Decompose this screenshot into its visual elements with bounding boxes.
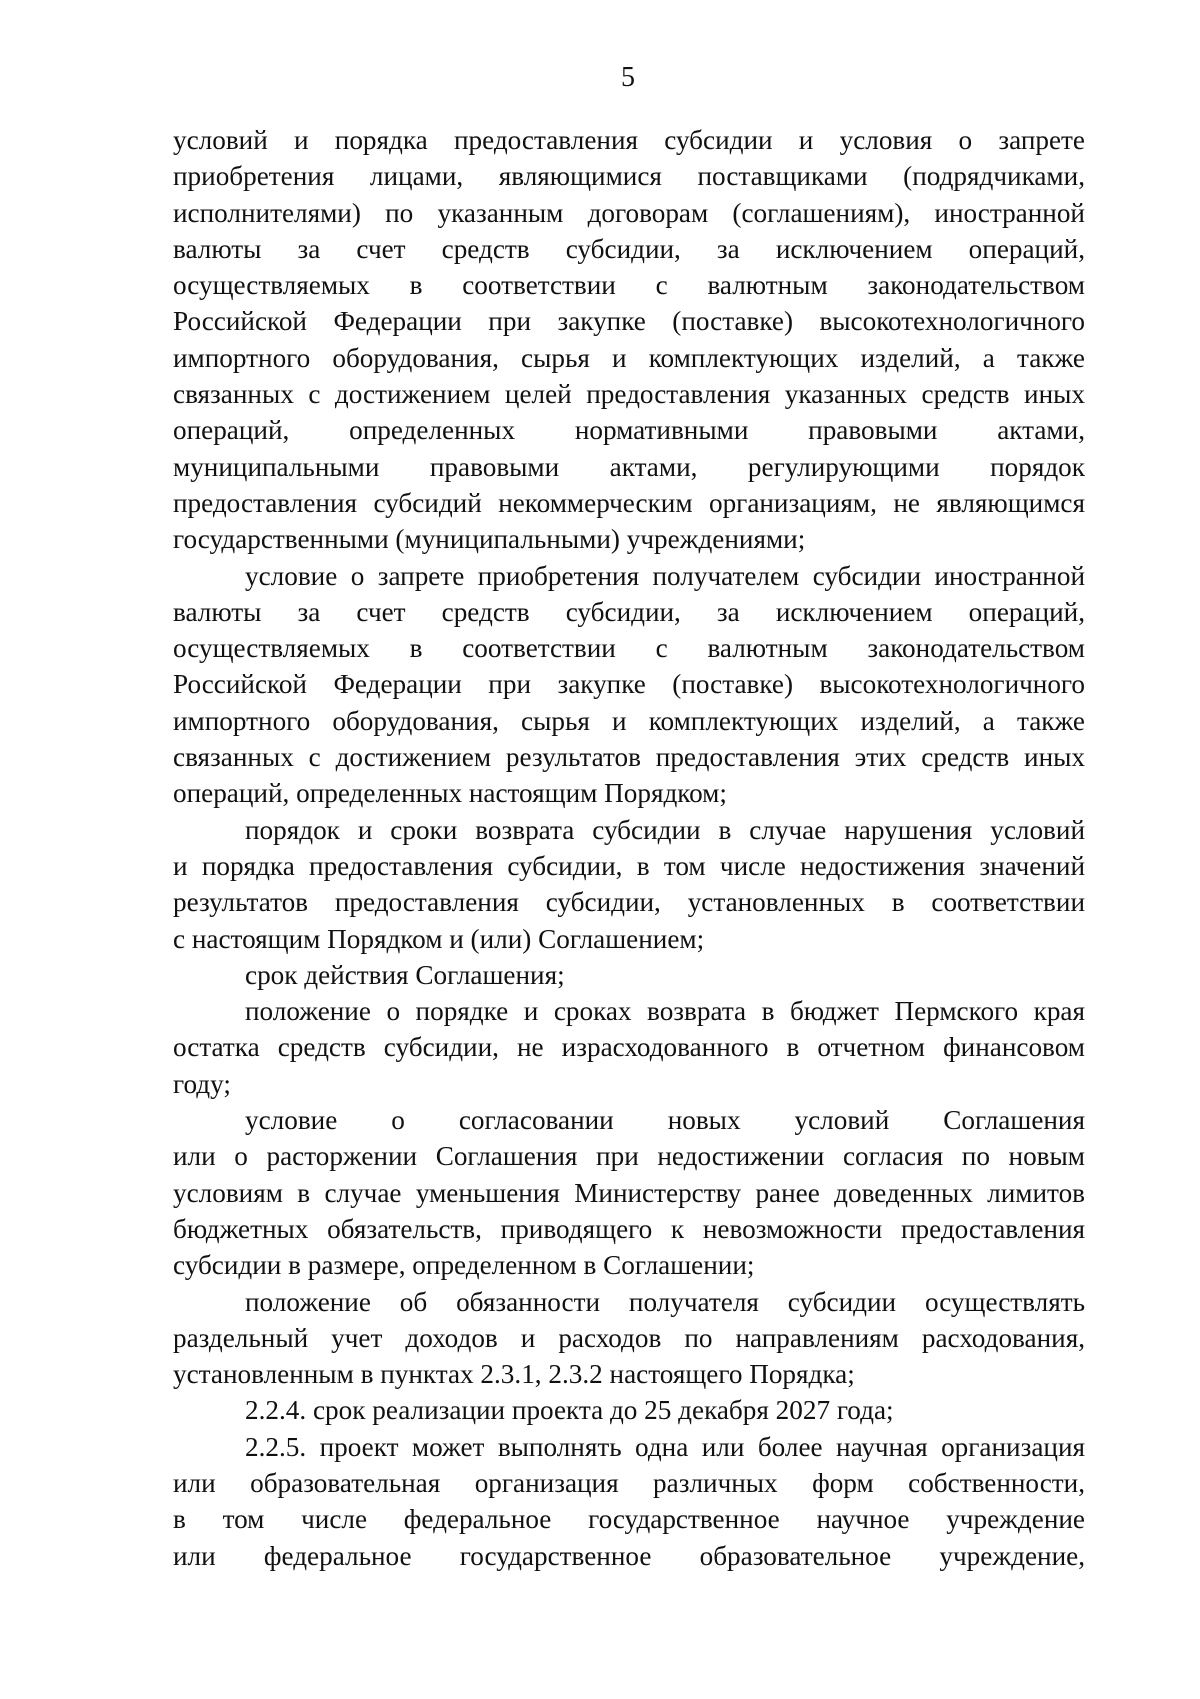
text-line: операций, определенных настоящим Порядком;	[173, 778, 727, 809]
page-number: 5	[621, 62, 635, 93]
paragraph	[173, 1429, 1085, 1574]
text-line: или федеральное государственное образовательное учреждение,	[173, 1540, 1085, 1571]
text-line: условиям в случае уменьшения Министерству ранее доведенных лимитов	[173, 1177, 1085, 1208]
text-line: 2.2.5. проект может выполнять одна или более научная организация	[245, 1431, 1085, 1462]
paragraph	[173, 1284, 1085, 1393]
text-line: установленным в пунктах 2.3.1, 2.3.2 настоящего Порядка;	[173, 1359, 855, 1390]
text-line: операций, определенных нормативными правовыми актами,	[173, 415, 1085, 446]
text-line: положение об обязанности получателя субсидии осуществлять	[245, 1286, 1085, 1317]
text-line: результатов предоставления субсидии, установленных в соответствии	[173, 887, 1085, 918]
text-line: осуществляемых в соответствии с валютным законодательством	[173, 633, 1085, 664]
text-line: 2.2.4. срок реализации проекта до 25 декабря 2027 года;	[245, 1395, 894, 1426]
text-line: исполнителями) по указанным договорам (соглашениям), иностранной	[173, 197, 1085, 228]
text-line: связанных с достижением результатов предоставления этих средств иных	[173, 742, 1085, 773]
paragraph	[173, 558, 1085, 812]
text-line: остатка средств субсидии, не израсходованного в отчетном финансовом	[173, 1032, 1085, 1063]
paragraph	[173, 812, 1085, 957]
text-line: валюты за счет средств субсидии, за исключением операций,	[173, 596, 1085, 627]
document-body	[173, 122, 1085, 1574]
text-line: валюты за счет средств субсидии, за исключением операций,	[173, 233, 1085, 264]
text-line: приобретения лицами, являющимися поставщиками (подрядчиками,	[173, 161, 1085, 192]
text-line: Российской Федерации при закупке (поставке) высокотехнологичного	[173, 669, 1085, 700]
text-line: условий и порядка предоставления субсидии и условия о запрете	[173, 125, 1085, 155]
text-line: импортного оборудования, сырья и комплектующих изделий, а также	[173, 705, 1085, 736]
text-line: Российской Федерации при закупке (поставке) высокотехнологичного	[173, 306, 1085, 337]
text-line: положение о порядке и сроках возврата в бюджет Пермского края	[245, 996, 1085, 1027]
text-line: условие о запрете приобретения получателем субсидии иностранной	[245, 560, 1085, 591]
text-line: предоставления субсидий некоммерческим организациям, не являющимся	[173, 487, 1085, 518]
text-line: государственными (муниципальными) учреждениями;	[173, 524, 806, 555]
paragraph	[173, 1392, 1085, 1428]
text-line: срок действия Соглашения;	[245, 959, 565, 990]
text-line: бюджетных обязательств, приводящего к невозможности предоставления	[173, 1213, 1085, 1244]
text-line: или о расторжении Соглашения при недостижении согласия по новым	[173, 1141, 1085, 1172]
text-line: условие о согласовании новых условий Соглашения	[245, 1105, 1085, 1136]
paragraph	[173, 993, 1085, 1102]
text-line: осуществляемых в соответствии с валютным законодательством	[173, 270, 1085, 301]
text-line: или образовательная организация различных форм собственности,	[173, 1467, 1085, 1498]
text-line: связанных с достижением целей предоставления указанных средств иных	[173, 379, 1085, 410]
paragraph	[173, 1102, 1085, 1283]
paragraph	[173, 122, 1085, 558]
text-line: импортного оборудования, сырья и комплектующих изделий, а также	[173, 342, 1085, 373]
text-line: субсидии в размере, определенном в Соглашении;	[173, 1250, 755, 1281]
text-line: в том числе федеральное государственное научное учреждение	[173, 1504, 1085, 1535]
text-line: году;	[173, 1068, 231, 1099]
text-line: порядок и сроки возврата субсидии в случае нарушения условий	[245, 814, 1085, 845]
text-line: муниципальными правовыми актами, регулирующими порядок	[173, 451, 1085, 482]
text-line: и порядка предоставления субсидии, в том числе недостижения значений	[173, 850, 1085, 881]
text-line: с настоящим Порядком и (или) Соглашением;	[173, 923, 705, 954]
text-line: раздельный учет доходов и расходов по направлениям расходования,	[173, 1322, 1085, 1353]
paragraph	[173, 957, 1085, 993]
